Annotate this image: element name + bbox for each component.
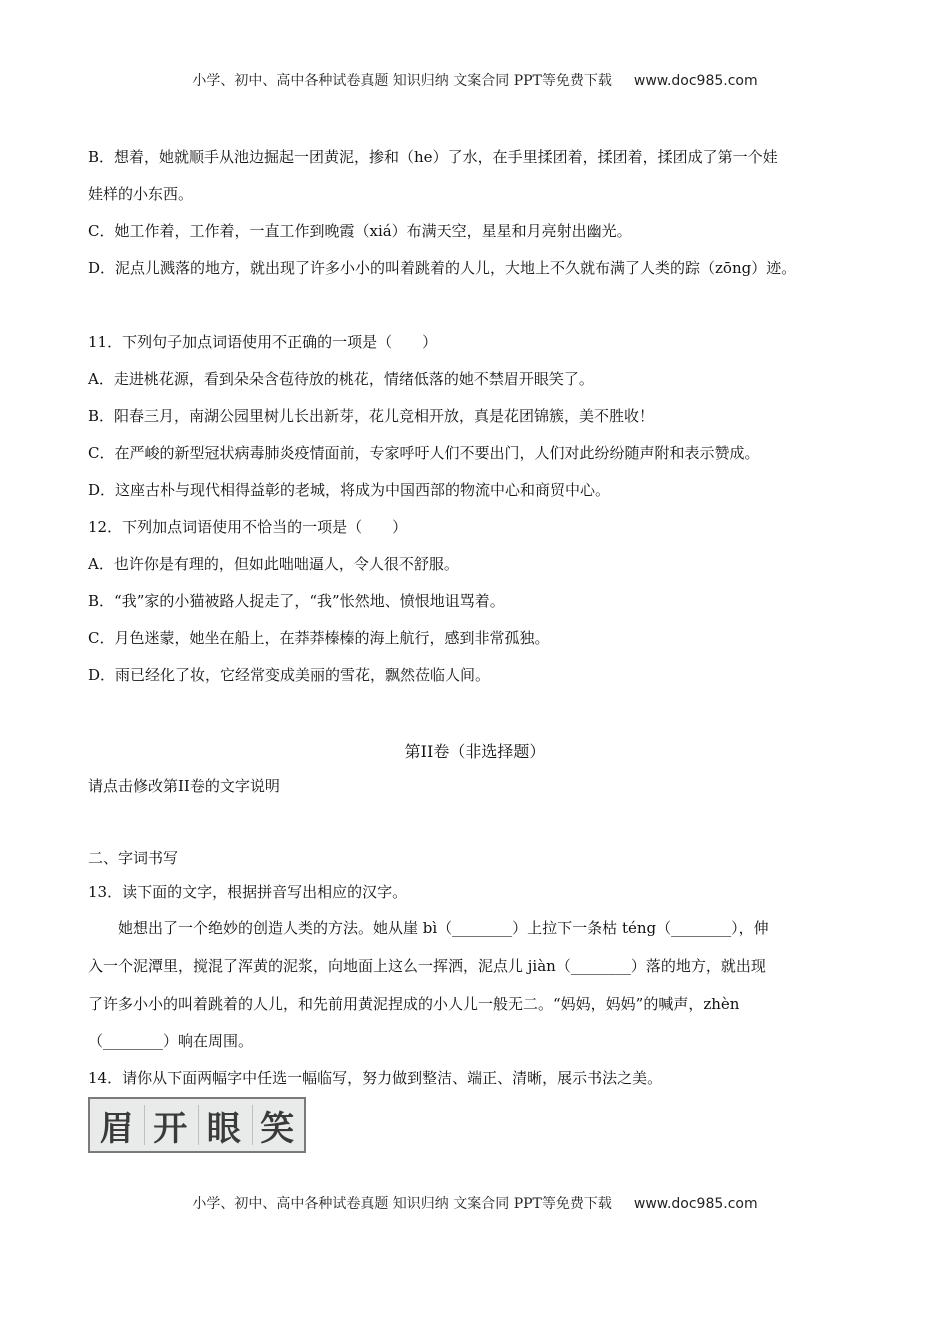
part2-note: 请点击修改第II卷的文字说明 bbox=[88, 777, 280, 795]
calligraphy-char: 眉 bbox=[99, 1108, 134, 1149]
q12-option-a: A．也许你是有理的，但如此咄咄逼人，令人很不舒服。 bbox=[88, 555, 459, 573]
q11-stem: 11．下列句子加点词语使用不正确的一项是（ ） bbox=[88, 333, 438, 351]
q10-option-c: C．她工作着，工作着，一直工作到晚霞（xiá）布满天空，星星和月亮射出幽光。 bbox=[88, 222, 632, 240]
q10-option-b-line1: B．想着，她就顺手从池边掘起一团黄泥，掺和（he）了水，在手里揉团着，揉团着，揉团成了第一个娃 bbox=[88, 148, 778, 166]
q13-paragraph-line1: 她想出了一个绝妙的创造人类的方法。她从崖 bì（________）上拉下一条枯 téng（________），伸 bbox=[118, 919, 769, 937]
grid-line bbox=[252, 1105, 253, 1145]
q12-option-d: D．雨已经化了妆，它经常变成美丽的雪花，飘然莅临人间。 bbox=[88, 666, 491, 684]
q11-option-d: D．这座古朴与现代相得益彰的老城，将成为中国西部的物流中心和商贸中心。 bbox=[88, 481, 611, 499]
grid-line bbox=[144, 1105, 145, 1145]
footer-text: 小学、初中、高中各种试卷真题 知识归纳 文案合同 PPT等免费下载 bbox=[192, 1196, 612, 1212]
page-header bbox=[0, 70, 950, 90]
q11-option-a: A．走进桃花源，看到朵朵含苞待放的桃花，情绪低落的她不禁眉开眼笑了。 bbox=[88, 370, 594, 388]
q13-paragraph-line3: 了许多小小的叫着跳着的人儿，和先前用黄泥捏成的小人儿一般无二。“妈妈，妈妈”的喊声，zhèn bbox=[88, 995, 740, 1013]
q12-option-c: C．月色迷蒙，她坐在船上，在莽莽榛榛的海上航行，感到非常孤独。 bbox=[88, 629, 550, 647]
q11-option-b: B．阳春三月，南湖公园里树儿长出新芽，花儿竞相开放，真是花团锦簇，美不胜收！ bbox=[88, 407, 655, 425]
q12-option-b: B．“我”家的小猫被路人捉走了，“我”怅然地、愤恨地诅骂着。 bbox=[88, 592, 505, 610]
calligraphy-char: 眼 bbox=[206, 1108, 241, 1149]
q14-stem: 14．请你从下面两幅字中任选一幅临写，努力做到整洁、端正、清晰，展示书法之美。 bbox=[88, 1069, 663, 1087]
q13-paragraph-line2: 入一个泥潭里，搅混了浑黄的泥浆，向地面上这么一挥洒，泥点儿 jiàn（________）落的地方，就出现 bbox=[88, 957, 766, 975]
calligraphy-sample bbox=[88, 1097, 306, 1153]
q13-stem: 13．读下面的文字，根据拼音写出相应的汉字。 bbox=[88, 883, 408, 901]
q12-stem: 12．下列加点词语使用不恰当的一项是（ ） bbox=[88, 518, 408, 536]
grid-line bbox=[198, 1105, 199, 1145]
q11-option-c: C．在严峻的新型冠状病毒肺炎疫情面前，专家呼吁人们不要出门，人们对此纷纷随声附和表示赞成。 bbox=[88, 444, 760, 462]
calligraphy-char: 笑 bbox=[260, 1108, 295, 1149]
header-text: 小学、初中、高中各种试卷真题 知识归纳 文案合同 PPT等免费下载 bbox=[192, 73, 612, 89]
page-footer bbox=[0, 1193, 950, 1213]
section-heading: 二、字词书写 bbox=[88, 849, 179, 867]
part2-title: 第II卷（非选择题） bbox=[404, 742, 546, 761]
header-url[interactable]: www.doc985.com bbox=[633, 73, 758, 89]
q13-paragraph-line4: （________）响在周围。 bbox=[88, 1032, 254, 1050]
footer-url[interactable]: www.doc985.com bbox=[633, 1196, 758, 1212]
q10-option-b-line2: 娃样的小东西。 bbox=[88, 185, 194, 203]
calligraphy-char: 开 bbox=[153, 1108, 188, 1149]
q10-option-d: D．泥点儿溅落的地方，就出现了许多小小的叫着跳着的人儿，大地上不久就布满了人类的踪（zōng）迹。 bbox=[88, 259, 797, 277]
